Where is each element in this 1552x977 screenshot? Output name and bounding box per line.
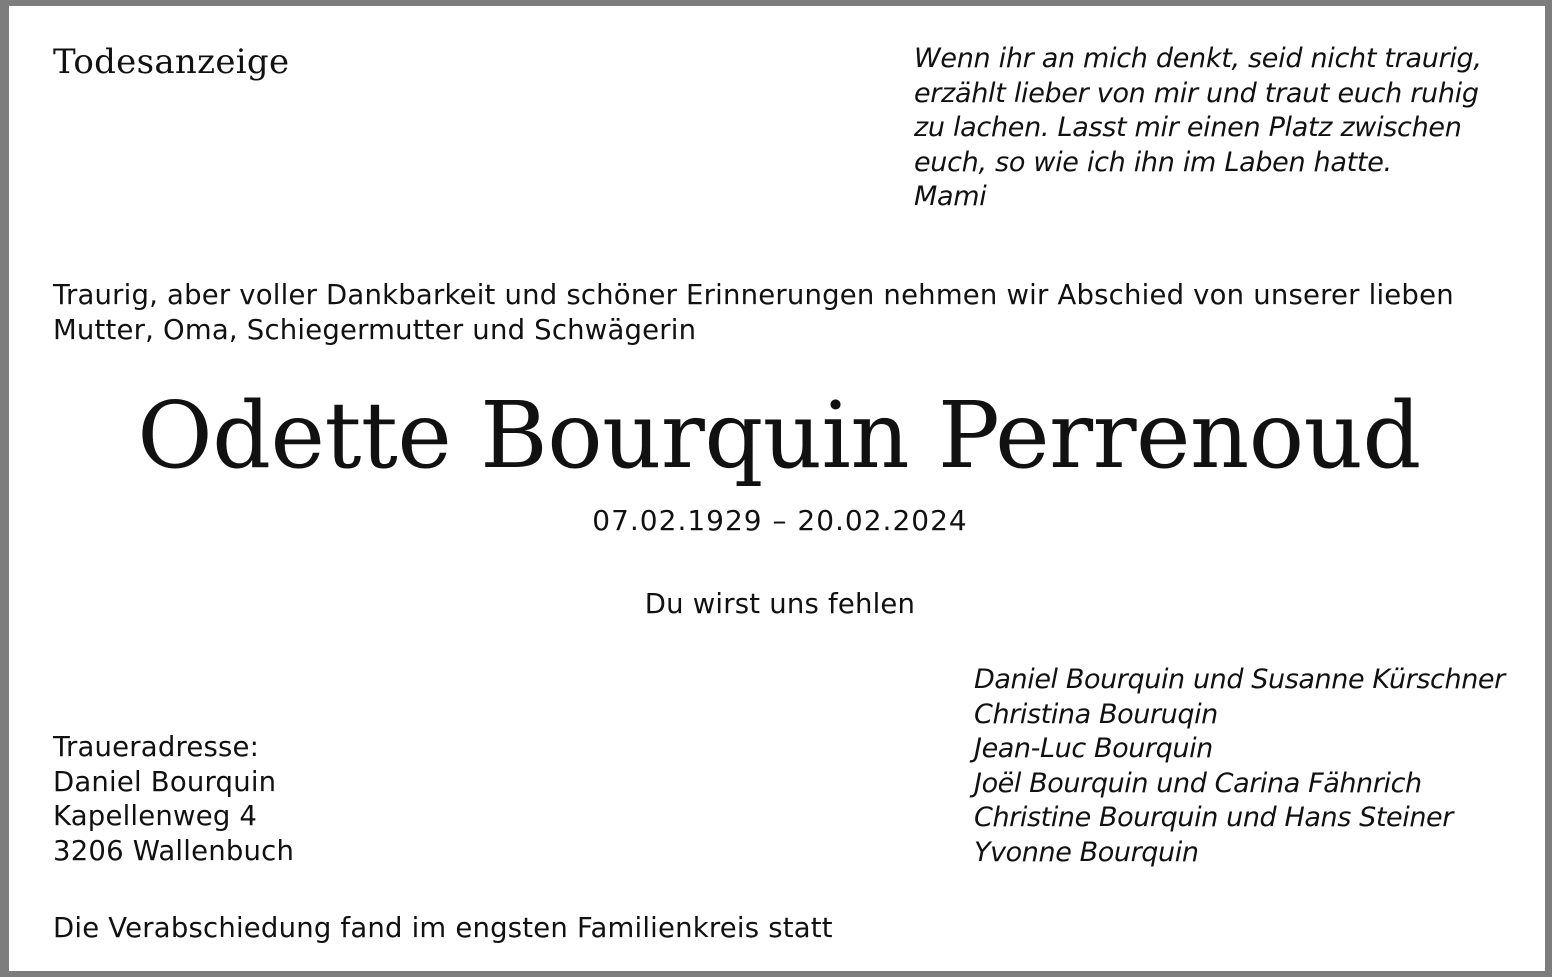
mourner-entry: Jean-Luc Bourquin (974, 733, 1213, 765)
quote-line: Wenn ihr an mich denkt, seid nicht traurig, (914, 43, 1482, 74)
intro-line: Mutter, Oma, Schiegermutter und Schwägerin (53, 314, 697, 346)
mourning-address (53, 730, 653, 868)
address-line: Kapellenweg 4 (53, 800, 258, 832)
mourner-entry: Christina Bouruqin (974, 698, 1218, 730)
farewell-message: Du wirst uns fehlen (644, 588, 916, 620)
quote-signature: Mami (914, 181, 987, 212)
deceased-name: Odette Bourquin Perrenoud (137, 382, 1421, 489)
intro-line: Traurig, aber voller Dankbarkeit und schöner Erinnerungen nehmen wir Abschied von unserer lieben (53, 279, 1454, 311)
address-heading: Traueradresse: (53, 731, 260, 763)
mourner-entry: Joël Bourquin und Carina Fähnrich (974, 767, 1422, 799)
address-line: Daniel Bourquin (53, 765, 277, 798)
mourner-entry: Daniel Bourquin und Susanne Kürschner (974, 664, 1505, 695)
address-line: 3206 Wallenbuch (53, 834, 295, 867)
life-dates: 07.02.1929 – 20.02.2024 (592, 504, 968, 537)
intro-text (53, 278, 1533, 348)
memorial-quote (914, 42, 1534, 215)
mourner-entry: Christine Bourquin und Hans Steiner (974, 802, 1453, 834)
mourners-list (974, 663, 1549, 871)
quote-line: zu lachen. Lasst mir einen Platz zwischen (914, 112, 1462, 143)
notice-label: Todesanzeige (53, 42, 290, 82)
mourner-entry: Yvonne Bourquin (974, 836, 1199, 868)
quote-line: euch, so wie ich ihn im Laben hatte. (914, 146, 1392, 178)
quote-line: erzählt lieber von mir und traut euch ruhig (914, 77, 1479, 109)
ceremony-note: Die Verabschiedung fand im engsten Familienkreis statt (53, 912, 833, 944)
